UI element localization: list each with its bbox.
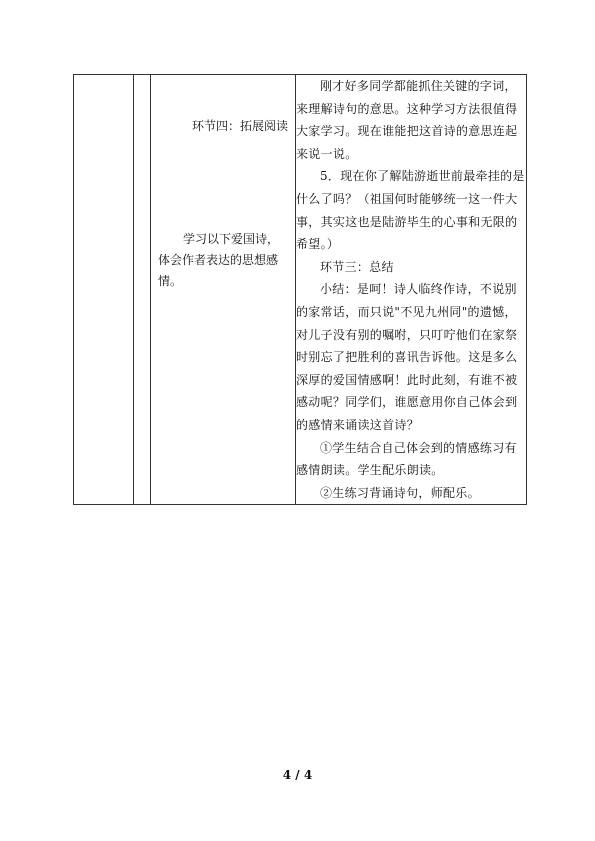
paragraph-step-one: ①学生结合自己体会到的情感练习有感情朗读。学生配乐朗读。 bbox=[296, 440, 517, 478]
lesson-plan-table bbox=[73, 74, 527, 505]
paragraph-question-five: 5．现在你了解陆游逝世前最牵挂的是什么了吗？（祖国何时能够统一这一件大事，其实这也是陆游毕生的心事和无限的希望。） bbox=[296, 169, 525, 252]
paragraph-summary-words: 刚才好多同学都能抓住关键的字词，来理解诗句的意思。这种学习方法很值得大家学习。现在谁能把这首诗的意思连起来说一说。 bbox=[296, 79, 518, 161]
page-number: 4 / 4 bbox=[282, 768, 313, 782]
content-cell bbox=[296, 75, 527, 505]
paragraph-step-two: ②生练习背诵诗句，师配乐。 bbox=[320, 485, 480, 500]
section-three-heading: 环节三：总结 bbox=[320, 259, 394, 274]
empty-cell-1 bbox=[74, 75, 134, 505]
goal-text: 学习以下爱国诗，体会作者表达的思想感情。 bbox=[158, 232, 280, 288]
table-row bbox=[74, 75, 527, 505]
activity-cell bbox=[151, 75, 296, 505]
empty-cell-2 bbox=[134, 75, 151, 505]
paragraph-conclusion: 小结：是呵！诗人临终作诗，不说别的家常话，而只说"不见九州同"的遗憾，对儿子没有别的嘱咐，只叮咛他们在家祭时别忘了把胜利的喜讯告诉他。这是多么深厚的爱国情感啊！此时此刻，有谁不被感动呢？同学们，谁愿意用你自己体会到的感情来诵读这首诗？ bbox=[296, 282, 518, 432]
section-four-label: 环节四：拓展阅读 bbox=[192, 119, 289, 133]
